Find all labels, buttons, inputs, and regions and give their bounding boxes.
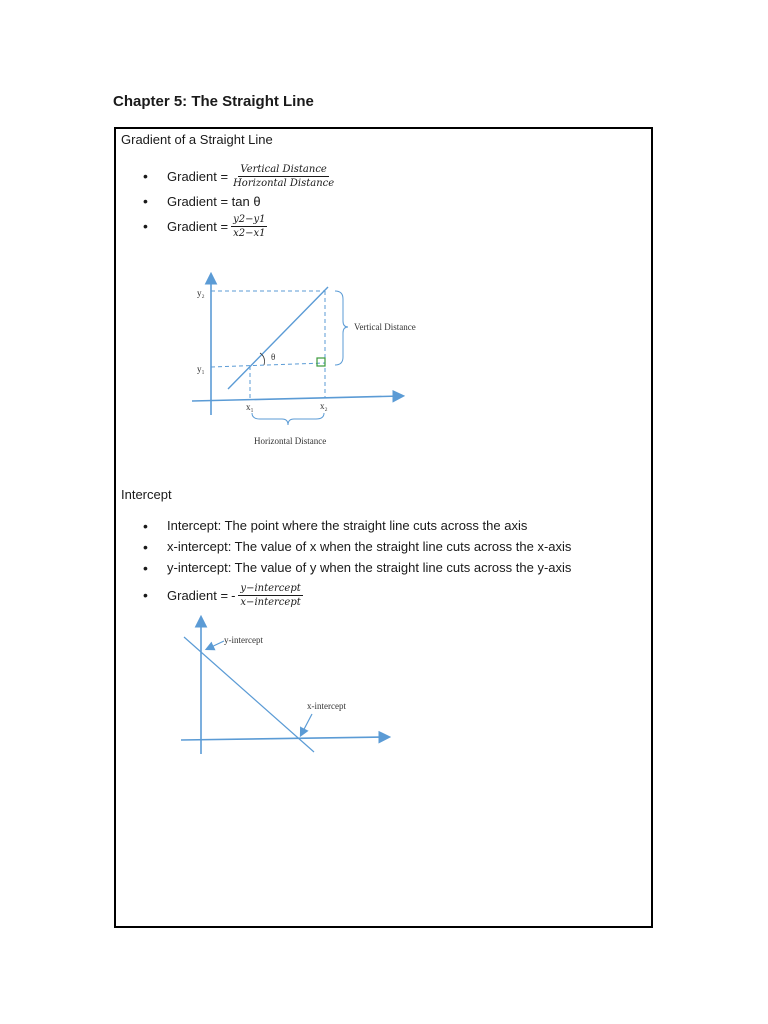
bullet-prefix: • Gradient = (167, 587, 229, 603)
intercept-bullet-x-intercept: • x-intercept: The value of x when the straight line cuts across the x-axis (143, 536, 571, 557)
negative-sign: - (231, 587, 236, 603)
fraction-numerator: y−intercept (240, 582, 301, 594)
fraction-denominator: x−intercept (240, 596, 301, 608)
bullet-prefix: • Gradient = (167, 218, 229, 234)
right-angle-marker (317, 358, 325, 366)
intercept-bullet-definition: • Intercept: The point where the straight line cuts across the axis (143, 515, 571, 536)
intercept-bullet-y-intercept: • y-intercept: The value of y when the straight line cuts across the y-axis (143, 557, 571, 578)
theta-label: θ (271, 352, 276, 362)
fraction-denominator: x2−x1 (233, 227, 266, 239)
fraction-vertical-over-horizontal (231, 164, 336, 189)
fraction-numerator: Vertical Distance (240, 163, 327, 175)
straight-line (184, 637, 314, 752)
gradient-bullet-tan: • Gradient = tan θ (143, 192, 336, 210)
straight-line (228, 287, 328, 389)
horizontal-distance-brace (252, 413, 324, 425)
gradient-section-heading: Gradient of a Straight Line (121, 132, 273, 147)
gradient-bullet-list (143, 160, 336, 242)
fraction-intercepts (238, 583, 302, 608)
gradient-bullet-coordinates (143, 210, 336, 242)
x-intercept-pointer (301, 714, 312, 735)
x-axis (181, 737, 388, 740)
vertical-distance-label: Vertical Distance (354, 322, 416, 332)
x-intercept-label: x-intercept (307, 701, 346, 711)
fraction-y-over-x (231, 214, 267, 239)
y-intercept-pointer (207, 641, 224, 649)
y1-label: y₁ (197, 364, 205, 374)
vertical-distance-brace (335, 291, 348, 365)
horizontal-distance-label: Horizontal Distance (254, 436, 327, 446)
intercept-diagram (170, 610, 410, 765)
fraction-denominator: Horizontal Distance (233, 177, 335, 189)
fraction-numerator: y2−y1 (233, 213, 266, 225)
y2-label: y₂ (197, 288, 205, 298)
y1-guide (211, 363, 325, 367)
intercept-bullet-list (143, 515, 571, 612)
x2-label: x₂ (320, 401, 328, 411)
bullet-prefix: • Gradient = (167, 168, 229, 184)
gradient-diagram (180, 265, 440, 455)
chapter-title: Chapter 5: The Straight Line (113, 93, 314, 110)
y-intercept-label: y-intercept (224, 635, 263, 645)
gradient-bullet-vertical-horizontal (143, 160, 336, 192)
intercept-section-heading: Intercept (121, 487, 172, 502)
x1-label: x₁ (246, 402, 254, 412)
intercept-bullet-gradient (143, 578, 571, 612)
x-axis (192, 396, 402, 401)
